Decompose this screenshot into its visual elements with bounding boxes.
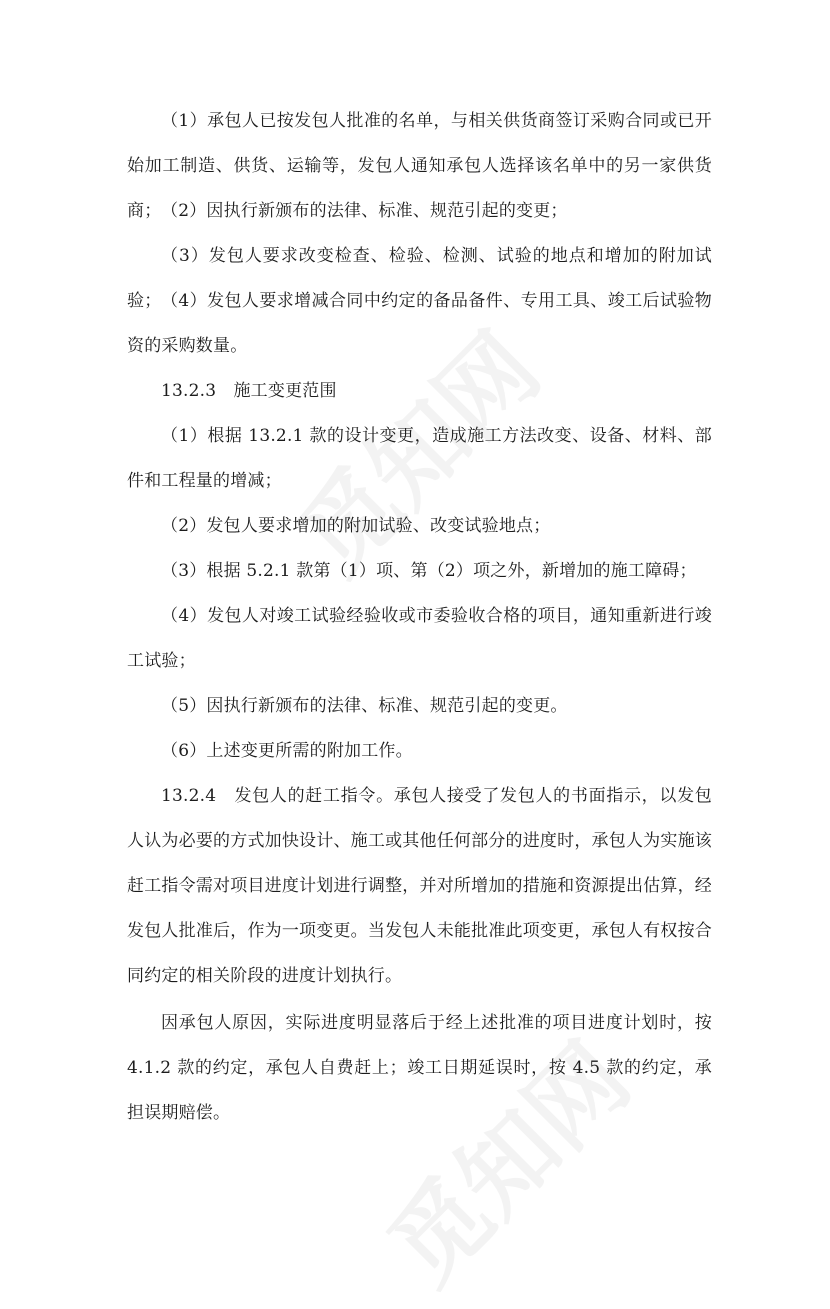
paragraph: （4）发包人对竣工试验经验收或市委验收合格的项目，通知重新进行竣工试验；	[127, 606, 712, 671]
paragraph: （3）发包人要求改变检查、检验、检测、试验的地点和增加的附加试验；	[127, 246, 712, 311]
paragraph: （1）承包人已按发包人批准的名单，与相关供货商签订采购合同或已开始加工制造、供货、运输等，发包人通知承包人选择该名单中的另一家供货商；	[127, 111, 712, 221]
section-paragraph: 13.2.4 发包人的赶工指令。承包人接受了发包人的书面指示，以发包人认为必要的方式加快设计、施工或其他任何部分的进度时，承包人为实施该赶工指令需对项目进度计划进行调整，并对所增加的措施和资源提出估算，经发包人批准后，作为一项变更。当发包人未能批准此项变更，承包人有权按合同约定的相关阶段的进度计划执行。	[127, 786, 712, 986]
paragraph: （2）发包人要求增加的附加试验、改变试验地点；	[161, 516, 551, 536]
paragraph: （6）上述变更所需的附加工作。	[161, 741, 413, 761]
paragraph: （5）因执行新颁布的法律、标准、规范引起的变更。	[161, 696, 568, 716]
paragraph: （1）根据 13.2.1 款的设计变更，造成施工方法改变、设备、材料、部件和工程量的增减；	[127, 426, 712, 491]
paragraph: （3）根据 5.2.1 款第（1）项、第（2）项之外，新增加的施工障碍；	[161, 561, 697, 581]
paragraph: （2）因执行新颁布的法律、标准、规范引起的变更；	[161, 201, 568, 221]
paragraph: （4）发包人要求增减合同中约定的备品备件、专用工具、竣工后试验物资的采购数量。	[127, 291, 712, 356]
paragraph: 因承包人原因，实际进度明显落后于经上述批准的项目进度计划时，按 4.1.2 款的约定，承包人自费赶上；竣工日期延误时，按 4.5 款的约定，承担误期赔偿。	[127, 1013, 712, 1123]
section-heading: 13.2.3 施工变更范围	[161, 381, 337, 401]
